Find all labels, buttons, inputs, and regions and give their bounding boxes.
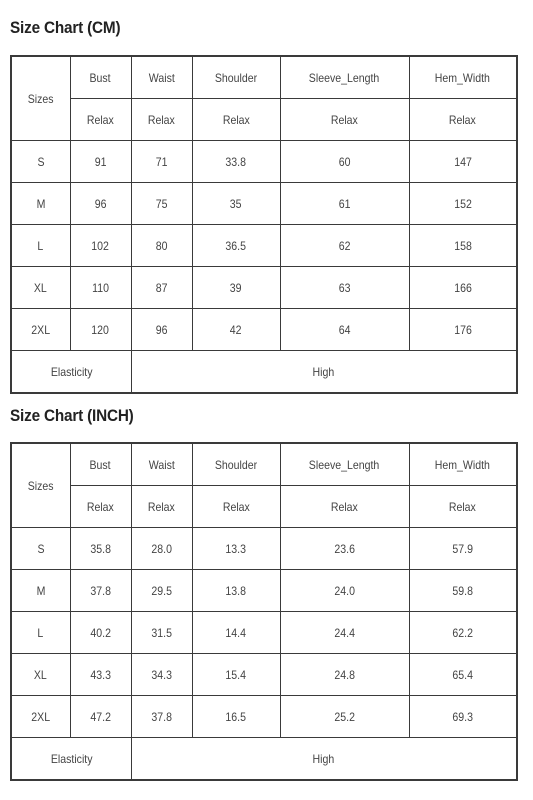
- fit-cell: Relax: [70, 99, 131, 141]
- waist-cell: 31.5: [131, 612, 192, 654]
- hem-width-cell: 59.8: [409, 570, 517, 612]
- waist-cell: 71: [131, 141, 192, 183]
- waist-cell: 28.0: [131, 528, 192, 570]
- waist-cell: 37.8: [131, 696, 192, 738]
- fit-cell: Relax: [192, 486, 280, 528]
- fit-row: [11, 99, 517, 141]
- bust-cell: 102: [70, 225, 131, 267]
- elasticity-label-cell: Elasticity: [11, 351, 131, 394]
- sleeve-length-cell: 23.6: [280, 528, 409, 570]
- sleeve-length-cell: 63: [280, 267, 409, 309]
- size-cell: XL: [11, 267, 70, 309]
- bust-cell: 47.2: [70, 696, 131, 738]
- bust-cell: 96: [70, 183, 131, 225]
- size-cell: L: [11, 612, 70, 654]
- fit-cell: Relax: [192, 99, 280, 141]
- table-row: [11, 696, 517, 738]
- shoulder-header-cell: Shoulder: [192, 443, 280, 486]
- size-cell: S: [11, 528, 70, 570]
- bust-cell: 91: [70, 141, 131, 183]
- bust-cell: 37.8: [70, 570, 131, 612]
- table-row: [11, 528, 517, 570]
- fit-cell: Relax: [131, 486, 192, 528]
- fit-cell: Relax: [409, 486, 517, 528]
- sleeve-length-header-cell: Sleeve_Length: [280, 443, 409, 486]
- elasticity-row: [11, 351, 517, 394]
- table-row: [11, 225, 517, 267]
- bust-cell: 40.2: [70, 612, 131, 654]
- shoulder-cell: 16.5: [192, 696, 280, 738]
- bust-cell: 110: [70, 267, 131, 309]
- sleeve-length-cell: 64: [280, 309, 409, 351]
- table-row: [11, 141, 517, 183]
- elasticity-value-cell: High: [131, 738, 517, 781]
- fit-row: [11, 486, 517, 528]
- table-row: [11, 183, 517, 225]
- waist-cell: 87: [131, 267, 192, 309]
- waist-cell: 34.3: [131, 654, 192, 696]
- sleeve-length-cell: 60: [280, 141, 409, 183]
- waist-cell: 75: [131, 183, 192, 225]
- shoulder-cell: 13.8: [192, 570, 280, 612]
- shoulder-header-cell: Shoulder: [192, 56, 280, 99]
- size-cell: 2XL: [11, 309, 70, 351]
- header-row: [11, 56, 517, 99]
- hem-width-cell: 147: [409, 141, 517, 183]
- shoulder-cell: 13.3: [192, 528, 280, 570]
- table-row: [11, 654, 517, 696]
- table-row: [11, 309, 517, 351]
- size-cell: XL: [11, 654, 70, 696]
- table-row: [11, 267, 517, 309]
- size-chart-cm-title: Size Chart (CM): [10, 18, 121, 37]
- size-cell: M: [11, 570, 70, 612]
- fit-cell: Relax: [280, 486, 409, 528]
- table-row: [11, 612, 517, 654]
- size-chart-cm-table: [10, 55, 518, 394]
- shoulder-cell: 42: [192, 309, 280, 351]
- size-cell: L: [11, 225, 70, 267]
- sleeve-length-cell: 24.8: [280, 654, 409, 696]
- shoulder-cell: 15.4: [192, 654, 280, 696]
- hem-width-header-cell: Hem_Width: [409, 443, 517, 486]
- waist-cell: 80: [131, 225, 192, 267]
- hem-width-cell: 152: [409, 183, 517, 225]
- sizes-header-cell: Sizes: [11, 56, 70, 141]
- bust-cell: 120: [70, 309, 131, 351]
- header-row: [11, 443, 517, 486]
- sleeve-length-header-cell: Sleeve_Length: [280, 56, 409, 99]
- fit-cell: Relax: [409, 99, 517, 141]
- sleeve-length-cell: 25.2: [280, 696, 409, 738]
- hem-width-header-cell: Hem_Width: [409, 56, 517, 99]
- bust-cell: 43.3: [70, 654, 131, 696]
- waist-cell: 96: [131, 309, 192, 351]
- elasticity-label-cell: Elasticity: [11, 738, 131, 781]
- shoulder-cell: 36.5: [192, 225, 280, 267]
- sleeve-length-cell: 62: [280, 225, 409, 267]
- size-chart-inch-title: Size Chart (INCH): [10, 406, 134, 425]
- waist-header-cell: Waist: [131, 443, 192, 486]
- elasticity-value-cell: High: [131, 351, 517, 394]
- shoulder-cell: 35: [192, 183, 280, 225]
- size-chart-inch-table: [10, 442, 518, 781]
- size-cell: M: [11, 183, 70, 225]
- hem-width-cell: 166: [409, 267, 517, 309]
- hem-width-cell: 69.3: [409, 696, 517, 738]
- size-cell: 2XL: [11, 696, 70, 738]
- size-cell: S: [11, 141, 70, 183]
- hem-width-cell: 176: [409, 309, 517, 351]
- fit-cell: Relax: [70, 486, 131, 528]
- bust-cell: 35.8: [70, 528, 131, 570]
- bust-header-cell: Bust: [70, 56, 131, 99]
- hem-width-cell: 57.9: [409, 528, 517, 570]
- fit-cell: Relax: [280, 99, 409, 141]
- sizes-header-cell: Sizes: [11, 443, 70, 528]
- hem-width-cell: 158: [409, 225, 517, 267]
- elasticity-row: [11, 738, 517, 781]
- bust-header-cell: Bust: [70, 443, 131, 486]
- shoulder-cell: 33.8: [192, 141, 280, 183]
- hem-width-cell: 62.2: [409, 612, 517, 654]
- sleeve-length-cell: 61: [280, 183, 409, 225]
- table-row: [11, 570, 517, 612]
- shoulder-cell: 14.4: [192, 612, 280, 654]
- waist-cell: 29.5: [131, 570, 192, 612]
- sleeve-length-cell: 24.0: [280, 570, 409, 612]
- shoulder-cell: 39: [192, 267, 280, 309]
- sleeve-length-cell: 24.4: [280, 612, 409, 654]
- hem-width-cell: 65.4: [409, 654, 517, 696]
- fit-cell: Relax: [131, 99, 192, 141]
- waist-header-cell: Waist: [131, 56, 192, 99]
